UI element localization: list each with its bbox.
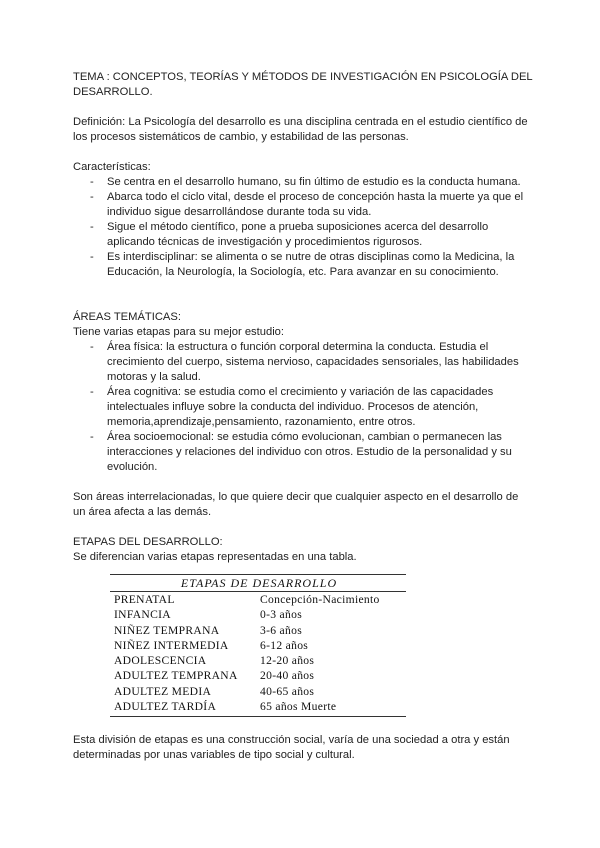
table-row — [110, 638, 408, 653]
list-item: - Área física: la estructura o función corporal determina la conducta. Estudia el crecimiento del cuerpo, sistema nervioso, capacidades sensoriales, las habilidades motoras y la salud. — [107, 340, 533, 385]
stage-cell: ADULTEZ MEDIA — [114, 684, 212, 698]
document-title: TEMA : CONCEPTOS, TEORÍAS Y MÉTODOS DE INVESTIGACIÓN EN PSICOLOGÍA DEL DESARROLLO. — [73, 71, 533, 98]
table-row — [110, 668, 408, 683]
list-item: - Área socioemocional: se estudia cómo evolucionan, cambian o permanecen las interacciones y relaciones del individuo con otros. Estudio de la personalidad y su evolución. — [107, 430, 533, 475]
stages-heading: ETAPAS DEL DESARROLLO: — [73, 536, 223, 548]
list-item: - Es interdisciplinar: se alimenta o se nutre de otras disciplinas como la Medicina, la Educación, la Neurología, la Sociología, etc. Para avanzar en su conocimiento. — [107, 250, 533, 280]
definition-paragraph: Definición: La Psicología del desarrollo es una disciplina centrada en el estudio científico de los procesos sistemáticos de cambio, y estabilidad de las personas. — [73, 116, 528, 143]
list-item: - Se centra en el desarrollo humano, su fin último de estudio es la conducta humana. — [107, 175, 533, 190]
characteristics-heading: Características: — [73, 161, 151, 173]
age-cell: 6-12 años — [260, 638, 309, 652]
stage-cell: INFANCIA — [114, 608, 171, 622]
table-row — [110, 699, 408, 714]
document-page — [73, 70, 533, 763]
stage-cell: ADULTEZ TEMPRANA — [114, 669, 238, 683]
characteristics-list — [73, 175, 533, 280]
age-cell: 40-65 años — [260, 684, 315, 698]
stages-intro: Se diferencian varias etapas representadas en una tabla. — [73, 551, 357, 563]
age-cell: 65 años Muerte — [260, 700, 337, 714]
stage-cell: PRENATAL — [114, 593, 175, 606]
table-row — [110, 607, 408, 622]
areas-summary: Son áreas interrelacionadas, lo que quiere decir que cualquier aspecto en el desarrollo de un área afecta a las demás. — [73, 491, 519, 518]
stage-cell: ADULTEZ TARDÍA — [114, 700, 217, 714]
list-item: - Área cognitiva: se estudia como el crecimiento y variación de las capacidades intelectuales influye sobre la conducta del individuo. Procesos de atención, memoria,aprendizaje,pensamiento, razonamiento, entre otros. — [107, 385, 533, 430]
table-caption: ETAPAS DE DESARROLLO — [180, 576, 338, 590]
list-item: - Sigue el método científico, pone a prueba suposiciones acerca del desarrollo aplicando técnicas de investigación y procedimientos rigurosos. — [107, 220, 533, 250]
age-cell: 20-40 años — [260, 669, 315, 683]
age-cell: 0-3 años — [260, 608, 303, 622]
table-row — [110, 684, 408, 699]
table-row — [110, 653, 408, 668]
stages-table — [110, 574, 408, 717]
stages-conclusion: Esta división de etapas es una construcción social, varía de una sociedad a otra y están determinadas por unas variables de tipo social y cultural. — [73, 734, 510, 762]
age-cell: 3-6 años — [260, 623, 303, 637]
stage-cell: NIÑEZ TEMPRANA — [114, 623, 220, 637]
stage-cell: NIÑEZ INTERMEDIA — [114, 638, 229, 652]
areas-list — [73, 340, 533, 475]
stage-cell: ADOLESCENCIA — [114, 654, 207, 668]
table-row — [110, 592, 408, 607]
age-cell: 12-20 años — [260, 654, 315, 668]
age-cell: Concepción-Nacimiento — [260, 593, 380, 606]
areas-intro: Tiene varias etapas para su mejor estudio: — [73, 326, 285, 338]
areas-heading: ÁREAS TEMÁTICAS: — [73, 311, 181, 323]
list-item: - Abarca todo el ciclo vital, desde el proceso de concepción hasta la muerte ya que el individuo sigue desarrollándose durante toda su vida. — [107, 190, 533, 220]
table-rule — [110, 716, 406, 717]
table-row — [110, 623, 408, 638]
